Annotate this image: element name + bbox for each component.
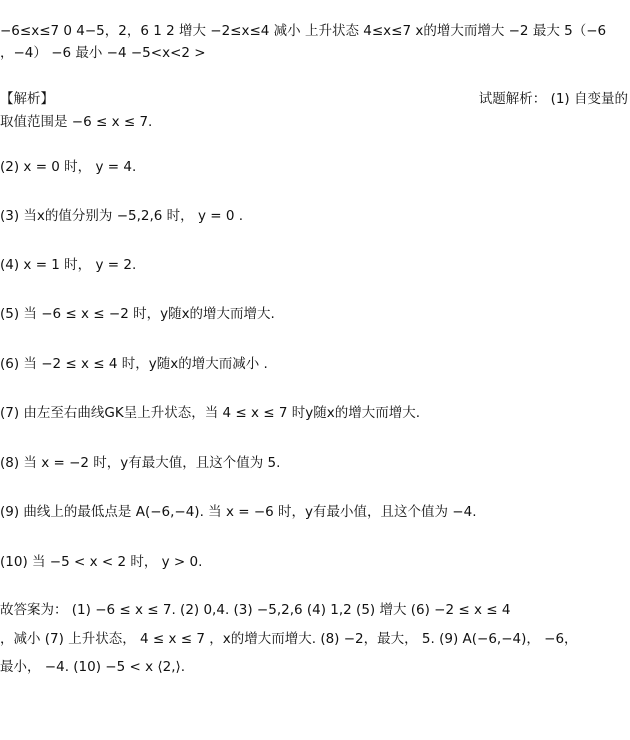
analysis-item-2: (2) x = 0 时， y = 4. bbox=[0, 159, 137, 175]
top-answer-line-1: −6≤x≤7 0 4−5，2，6 1 2 增大 −2≤x≤4 减小 上升状态 4≤x≤7 x的增大而增大 −2 最大 5（−6 bbox=[0, 23, 607, 39]
analysis-intro-cont: 取值范围是 −6 ≤ x ≤ 7. bbox=[0, 114, 153, 130]
final-answer-line-1: 故答案为： (1) −6 ≤ x ≤ 7. (2) 0,4. (3) −5,2,6 (4) 1,2 (5) 增大 (6) −2 ≤ x ≤ 4 bbox=[0, 602, 511, 618]
analysis-label: 【解析】 bbox=[0, 91, 54, 107]
analysis-item-4: (4) x = 1 时， y = 2. bbox=[0, 257, 137, 273]
final-answer-line-3: 最小， −4. (10) −5 < x ⟨2,⟩. bbox=[0, 659, 186, 675]
analysis-intro: 试题解析： (1) 自变量的 bbox=[478, 91, 628, 107]
analysis-item-10: (10) 当 −5 < x < 2 时， y > 0. bbox=[0, 554, 203, 570]
final-answer-line-2: ，减小 (7) 上升状态， 4 ≤ x ≤ 7 ，x的增大而增大. (8) −2，最大， 5. (9) A(−6,−4)， −6， bbox=[0, 631, 578, 647]
analysis-item-6: (6) 当 −2 ≤ x ≤ 4 时，y随x的增大而减小 . bbox=[0, 356, 268, 372]
top-answer-line-2: ，−4） −6 最小 −4 −5<x<2 > bbox=[0, 45, 206, 61]
analysis-item-7: (7) 由左至右曲线GK呈上升状态，当 4 ≤ x ≤ 7 时y随x的增大而增大. bbox=[0, 405, 421, 421]
analysis-item-5: (5) 当 −6 ≤ x ≤ −2 时，y随x的增大而增大. bbox=[0, 306, 275, 322]
analysis-item-3: (3) 当x的值分别为 −5,2,6 时， y = 0 . bbox=[0, 208, 243, 224]
analysis-item-9: (9) 曲线上的最低点是 A(−6,−4). 当 x = −6 时，y有最小值，且这个值为 −4. bbox=[0, 504, 477, 520]
analysis-item-8: (8) 当 x = −2 时，y有最大值，且这个值为 5. bbox=[0, 455, 281, 471]
